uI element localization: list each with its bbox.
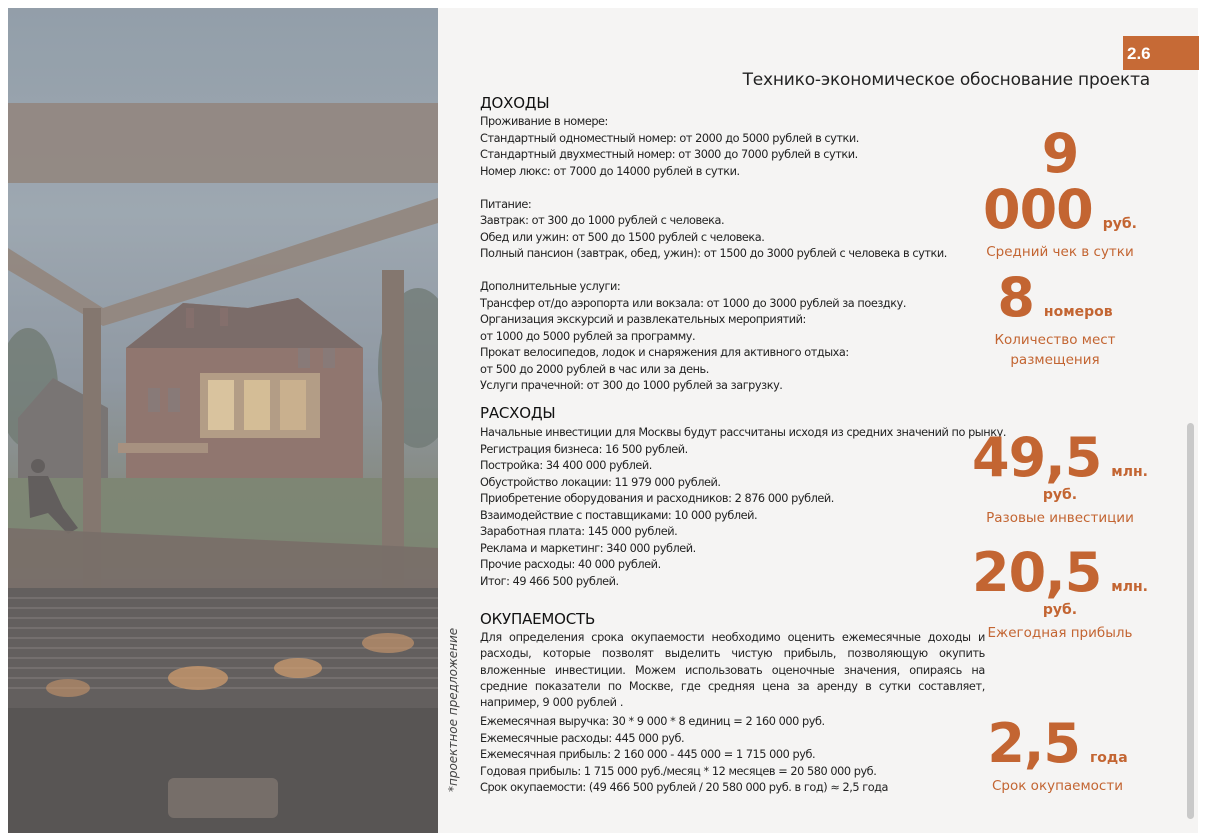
- stat-unit: млн. руб.: [1042, 579, 1148, 618]
- page-title: Технико-экономическое обоснование проекта: [742, 70, 1150, 90]
- expense-line: Реклама и маркетинг: 340 000 рублей.: [480, 541, 696, 555]
- stat-unit: млн. руб.: [1042, 464, 1148, 503]
- income-list: [480, 114, 947, 395]
- income-heading: ДОХОДЫ: [480, 94, 550, 112]
- stat-average-check: [965, 122, 1155, 262]
- income-line: Прокат велосипедов, лодок и снаряжения для активного отдыха:: [480, 346, 849, 359]
- income-line: Питание:: [480, 197, 532, 211]
- income-line: Организация экскурсий и развлекательных мероприятий:: [480, 313, 806, 326]
- project-note: *проектное предложение: [446, 627, 460, 792]
- expense-line: Взаимодействие с поставщиками: 10 000 рублей.: [480, 508, 758, 522]
- stat-rooms: [975, 266, 1135, 370]
- expense-line: Обустройство локации: 11 979 000 рублей.: [480, 475, 721, 489]
- stat-value: 49,5: [972, 426, 1102, 489]
- income-line: Услуги прачечной: от 300 до 1000 рублей за загрузку.: [480, 379, 783, 392]
- expenses-list: [480, 425, 1006, 590]
- income-line: Трансфер от/до аэропорта или вокзала: от 1000 до 3000 рублей за поездку.: [480, 296, 906, 310]
- income-line: Номер люкс: от 7000 до 14000 рублей в сутки.: [480, 164, 740, 178]
- income-line: Дополнительные услуги:: [480, 280, 621, 293]
- income-line: Проживание в номере:: [480, 115, 608, 128]
- income-line: Стандартный одноместный номер: от 2000 до 5000 рублей в сутки.: [480, 131, 859, 145]
- stat-payback: [975, 712, 1140, 796]
- expense-line: Приобретение оборудования и расходников: 2 876 000 рублей.: [480, 492, 834, 505]
- payback-line: Срок окупаемости: (49 466 500 рублей / 20 580 000 руб. в год) ≈ 2,5 года: [480, 781, 889, 794]
- stat-caption: Средний чек в сутки: [986, 244, 1134, 260]
- expense-line: Прочие расходы: 40 000 рублей.: [480, 558, 661, 571]
- income-line: [480, 180, 947, 197]
- payback-paragraph: Для определения срока окупаемости необходимо оценить ежемесячные доходы и расходы, которые позволят выделить чистую прибыль, позволяющую окупить вложенные инвестиции. Можем использовать оценочные значения, опираясь на средние показатели по Москве, где средняя цена за аренду в сутки составляет, например, 9 000 рублей .: [480, 631, 985, 710]
- stat-unit: номеров: [1043, 304, 1113, 320]
- stat-unit: года: [1089, 750, 1128, 766]
- stat-investment: [960, 426, 1160, 528]
- stat-caption: Разовые инвестиции: [986, 510, 1134, 526]
- income-line: Завтрак: от 300 до 1000 рублей с человека.: [480, 214, 725, 227]
- payback-line: Годовая прибыль: 1 715 000 руб./месяц * 12 месяцев = 20 580 000 руб.: [480, 764, 877, 778]
- payback-line: Ежемесячная выручка: 30 * 9 000 * 8 единиц = 2 160 000 руб.: [480, 715, 825, 728]
- payback-heading: ОКУПАЕМОСТЬ: [480, 610, 596, 628]
- house-illustration: [8, 8, 438, 833]
- stat-unit: руб.: [1102, 216, 1137, 232]
- income-line: от 500 до 2000 рублей в час или за день.: [480, 362, 709, 376]
- income-line: от 1000 до 5000 рублей за программу.: [480, 329, 696, 343]
- payback-line: Ежемесячные расходы: 445 000 руб.: [480, 731, 685, 745]
- income-line: Полный пансион (завтрак, обед, ужин): от 1500 до 3000 рублей с человека в сутки.: [480, 247, 947, 260]
- stat-value: 8: [997, 266, 1034, 329]
- stat-value: 9 000: [983, 122, 1093, 241]
- expense-line: Постройка: 34 400 000 рублей.: [480, 459, 652, 472]
- stat-caption: Срок окупаемости: [991, 778, 1123, 794]
- stat-annual-profit: [960, 541, 1160, 643]
- expense-line: Итог: 49 466 500 рублей.: [480, 574, 619, 588]
- expenses-heading: РАСХОДЫ: [480, 404, 556, 422]
- income-line: Обед или ужин: от 500 до 1500 рублей с человека.: [480, 230, 765, 244]
- expense-line: Начальные инвестиции для Москвы будут рассчитаны исходя из средних значений по рынку.: [480, 426, 1006, 439]
- stat-caption: Ежегодная прибыль: [987, 625, 1133, 641]
- income-line: Стандартный двухместный номер: от 3000 до 7000 рублей в сутки.: [480, 148, 858, 161]
- expense-line: Регистрация бизнеса: 16 500 рублей.: [480, 442, 688, 456]
- payback-line: Ежемесячная прибыль: 2 160 000 - 445 000 = 1 715 000 руб.: [480, 748, 816, 761]
- stat-value: 20,5: [972, 541, 1102, 604]
- income-line: [480, 263, 947, 280]
- stat-caption: Количество мест размещения: [994, 332, 1116, 368]
- scrollbar[interactable]: [1187, 423, 1194, 819]
- stat-value: 2,5: [987, 712, 1080, 775]
- house-photo: [8, 8, 438, 833]
- page-number-badge: 2.6: [1123, 36, 1199, 70]
- expense-line: Заработная плата: 145 000 рублей.: [480, 525, 678, 538]
- payback-list: [480, 714, 888, 797]
